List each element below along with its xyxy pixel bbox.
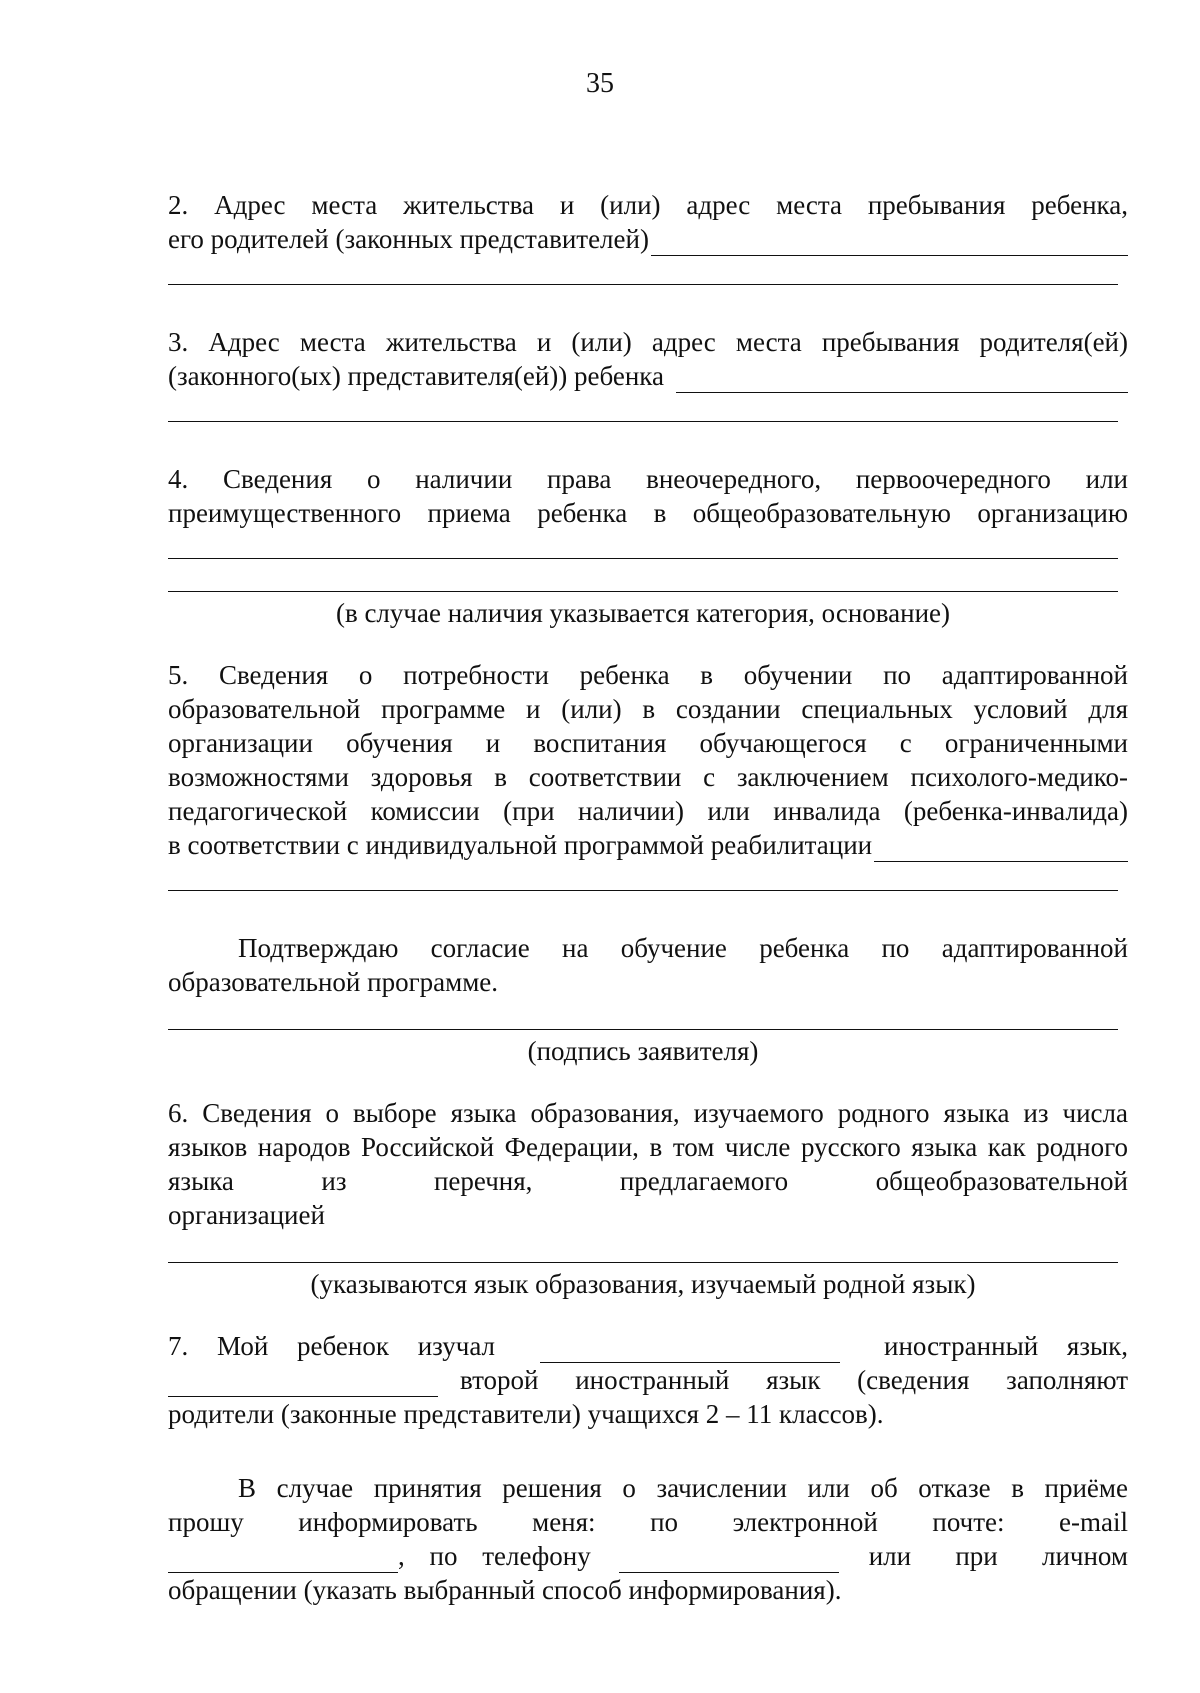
item-5-last-line-text: в соответствии с индивидуальной программой реабилитации xyxy=(168,830,873,860)
item-6-text: 6. Сведения о выборе языка образования, изучаемого родного языка из числа языков народов Российской Федерации, в том числе русского языка как родного языка из перечня, предлагаемого общеобразовательной xyxy=(168,1098,1128,1196)
item-2-line-2 xyxy=(168,222,1128,256)
inform-line-1: В случае принятия решения о зачислении или об отказе в приёме xyxy=(238,1473,1128,1503)
item-7-first-language-input[interactable] xyxy=(540,1338,840,1363)
page-number: 35 xyxy=(586,68,614,99)
item-4-priority-admission xyxy=(168,462,1128,630)
inform-line-4: обращении (указать выбранный способ информирования). xyxy=(168,1575,842,1605)
item-2-line-1: 2. Адрес места жительства и (или) адрес места пребывания ребенка, xyxy=(168,190,1128,220)
item-7-line-2 xyxy=(168,1363,1128,1397)
email-input-line[interactable] xyxy=(168,1548,398,1573)
item-5-input-line[interactable] xyxy=(874,837,1128,862)
signature-line[interactable] xyxy=(168,1029,1118,1030)
item-6-input-rule[interactable] xyxy=(168,1262,1118,1263)
inform-or-personal: или при личном xyxy=(868,1541,1128,1571)
application-form-body xyxy=(168,188,1128,1607)
item-2-input-line[interactable] xyxy=(651,231,1128,256)
item-6-last-line: организацией xyxy=(168,1200,325,1230)
inform-comma-phone: , по телефону xyxy=(398,1541,591,1571)
phone-input-line[interactable] xyxy=(619,1548,839,1573)
item-5-adapted-program xyxy=(168,658,1128,891)
item-5-text: 5. Сведения о потребности ребенка в обучении по адаптированной образовательной программе и (или) в создании специальных условий для организации обучения и воспитания обучающегося с ограниченными возможностями здоровья в соответствии с заключением психолого-медико-педагогической комиссии (при наличии) или инвалида (ребенка-инвалида) xyxy=(168,660,1128,826)
item-6-caption: (указываются язык образования, изучаемый родной язык) xyxy=(310,1269,976,1299)
inform-method xyxy=(168,1471,1128,1607)
item-4-input-rule-2[interactable] xyxy=(168,591,1118,592)
inform-line-2: прошу информировать меня: по электронной почте: e-mail xyxy=(168,1507,1128,1537)
item-2-address-child xyxy=(168,188,1128,285)
item-2-line-2-text: его родителей (законных представителей) xyxy=(168,224,649,254)
item-7-foreign-languages xyxy=(168,1329,1128,1431)
item-4-text: 4. Сведения о наличии права внеочередного, первоочередного или преимущественного приема ребенка в общеобразовательную организацию xyxy=(168,464,1128,528)
signature-caption: (подпись заявителя) xyxy=(527,1036,759,1066)
item-3-input-line[interactable] xyxy=(676,368,1128,393)
item-7-part-2: иностранный язык, xyxy=(884,1331,1128,1361)
item-7-part-1: 7. Мой ребенок изучал xyxy=(168,1331,496,1361)
item-3-line-2-text: (законного(ых) представителя(ей)) ребенка xyxy=(168,361,664,391)
item-3-address-parents xyxy=(168,325,1128,422)
consent-adapted-program xyxy=(168,931,1128,1068)
item-7-part-3: второй иностранный язык (сведения заполняют xyxy=(460,1365,1128,1395)
item-7-line-1 xyxy=(168,1329,1128,1363)
item-3-line-2 xyxy=(168,359,1128,393)
inform-line-3 xyxy=(168,1539,1128,1573)
consent-text: Подтверждаю согласие на обучение ребенка по адаптированной образовательной программе. xyxy=(168,933,1128,997)
item-7-part-4: родители (законные представители) учащихся 2 – 11 классов). xyxy=(168,1399,884,1429)
item-5-last-line xyxy=(168,828,1128,862)
item-7-second-language-input[interactable] xyxy=(168,1372,438,1397)
item-6-language xyxy=(168,1096,1128,1301)
item-3-line-1: 3. Адрес места жительства и (или) адрес места пребывания родителя(ей) xyxy=(168,327,1128,357)
item-4-caption: (в случае наличия указывается категория, основание) xyxy=(335,598,951,628)
